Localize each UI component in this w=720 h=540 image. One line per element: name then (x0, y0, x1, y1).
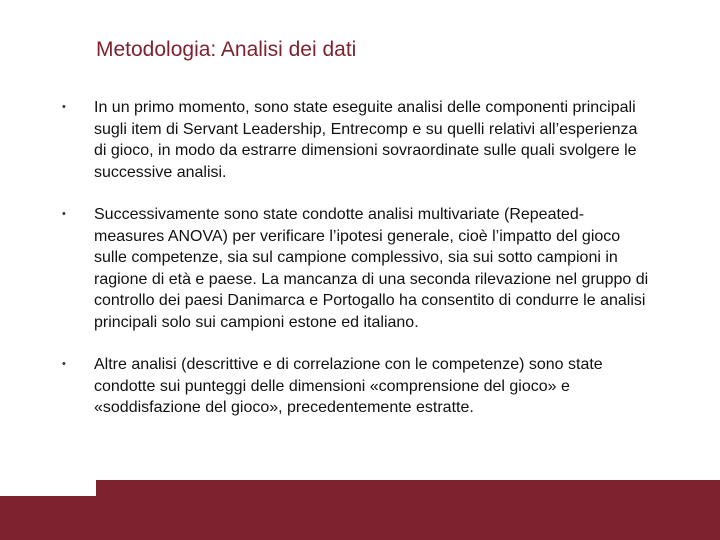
bullet-text: In un primo momento, sono state eseguite analisi delle componenti principali sugli item di Servant Leadership, Entrecomp e su quelli relativi all’esperienza di gioco, in modo da estrarre dimensioni sovraordinate sulle quali svolgere le successive analisi. (94, 99, 638, 181)
bullet-text: Altre analisi (descrittive e di correlazione con le competenze) sono state condotte sui punteggi delle dimensioni «comprensione del gioco» e «soddisfazione del gioco», precedentemente estratte. (94, 356, 603, 416)
bullet-marker: • (62, 358, 66, 370)
slide-title: Metodologia: Analisi dei dati (96, 38, 357, 61)
footer-accent-tab (96, 480, 720, 496)
bullet-text: Successivamente sono state condotte analisi multivariate (Repeated-measures ANOVA) per verificare l’ipotesi generale, cioè l’impatto del gioco sulle competenze, sia sul campione complessivo, sia sui sotto campioni in ragione di età e paese. La mancanza di una seconda rilevazione nel gruppo di controllo dei paesi Danimarca e Portogallo ha consentito di condurre le analisi principali solo sui campioni estone ed italiano. (94, 206, 649, 331)
footer-band (0, 496, 720, 540)
bullet-marker: • (62, 101, 66, 113)
bullet-item (62, 354, 652, 419)
bullet-item (62, 97, 652, 183)
bullet-item (62, 204, 652, 333)
bullet-list (62, 97, 652, 440)
bullet-marker: • (62, 208, 66, 220)
